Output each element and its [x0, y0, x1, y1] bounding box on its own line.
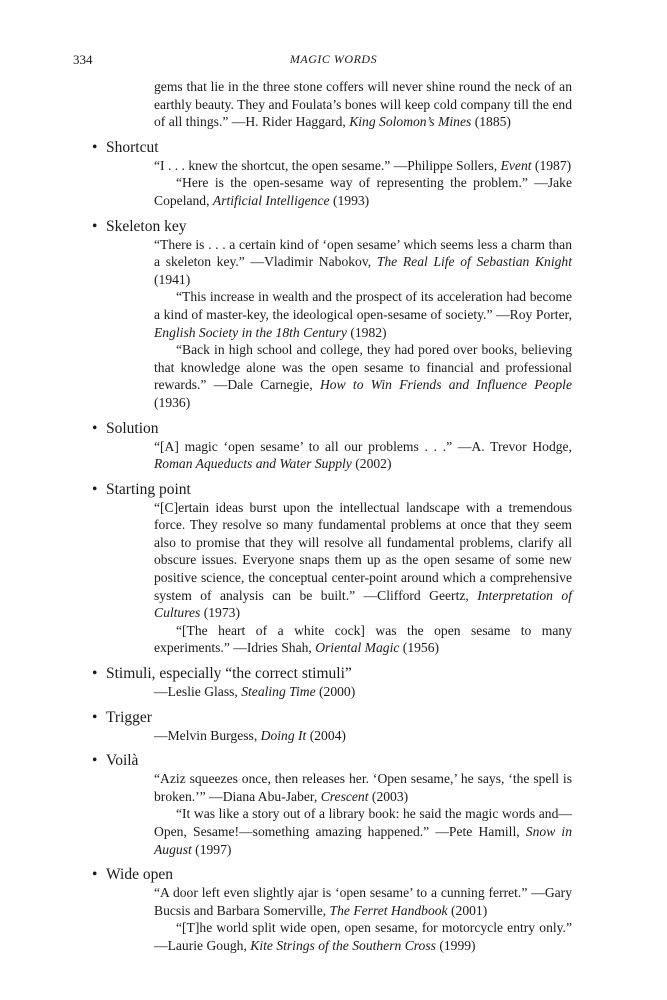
running-head: MAGIC WORDS	[289, 52, 378, 66]
quote-text: “I . . . knew the shortcut, the open sesame.” —Philippe Sollers,	[154, 157, 501, 173]
quote-source-title: Stealing Time	[241, 684, 316, 700]
entry-term	[92, 138, 572, 157]
quote	[154, 288, 572, 341]
entry-term-label: Voilà	[106, 752, 139, 770]
entry-term	[92, 664, 572, 683]
quote-text: “This increase in wealth and the prospect of its acceleration had become a kind of master-key, the ideological open-sesame of society.” —Roy Porter,	[154, 289, 572, 322]
quote-year: (2004)	[306, 727, 346, 743]
entry-term-label: Stimuli, especially “the correct stimuli”	[106, 665, 352, 683]
quote-source-title: Oriental Magic	[315, 640, 400, 656]
entry-list	[92, 138, 572, 955]
quote-year: (1936)	[154, 394, 191, 410]
entry-term-label: Skeleton key	[106, 217, 187, 235]
quote-text: “Aziz squeezes once, then releases her. ‘Open sesame,’ he says, ‘the spell is broken.’” —Diana Abu-Jaber,	[154, 771, 572, 804]
entry-term	[92, 751, 572, 770]
quote	[154, 499, 572, 622]
quote-source-title: English Society in the 18th Century	[154, 324, 347, 340]
continued-quote-block	[154, 78, 572, 131]
entry-term	[92, 217, 572, 236]
quote	[154, 236, 572, 289]
quote-list	[154, 884, 572, 954]
quote-text: “Here is the open-sesame way of representing the problem.” —Jake Copeland,	[154, 175, 572, 208]
bullet-icon: •	[92, 217, 98, 235]
quote	[154, 78, 572, 131]
quote-year: (2000)	[315, 684, 356, 700]
quote	[154, 805, 572, 858]
quote	[154, 341, 572, 411]
quote	[154, 438, 572, 473]
entry	[92, 865, 572, 954]
bullet-icon: •	[92, 419, 98, 437]
entry-term-label: Wide open	[106, 866, 173, 884]
bullet-icon: •	[92, 708, 98, 726]
entry-term	[92, 480, 572, 499]
quote-list	[154, 236, 572, 412]
quote-text: “[T]he world split wide open, open sesame, for motorcycle entry only.” —Laurie Gough,	[154, 920, 572, 953]
quote	[154, 683, 572, 701]
quote-year: (2003)	[368, 788, 409, 804]
quote-text: “[A] magic ‘open sesame’ to all our problems . . .” —A. Trevor Hodge,	[154, 438, 572, 454]
quote	[154, 884, 572, 919]
quote	[154, 727, 572, 745]
quote-list	[154, 683, 572, 701]
page-number: 334	[73, 52, 93, 67]
quote-year: (2002)	[351, 456, 392, 472]
quote-year: (1941)	[154, 271, 191, 287]
quote	[154, 919, 572, 954]
quote-source-title: How to Win Friends and Influence People	[319, 377, 572, 393]
entry-term-label: Trigger	[106, 708, 152, 726]
quote-year: (1997)	[191, 841, 232, 857]
quote-source-title: Snow in August	[154, 824, 572, 857]
quote-text: —Melvin Burgess,	[154, 727, 261, 743]
quote-year: (1885)	[471, 114, 511, 130]
quote-year: (1993)	[329, 192, 370, 208]
quote-source-title: Roman Aqueducts and Water Supply	[154, 456, 352, 472]
quote-text: “Back in high school and college, they had pored over books, believing that knowledge alone was the open sesame to financial and professional rewards.” —Dale Carnegie,	[154, 342, 572, 393]
quote-text: gems that lie in the three stone coffers will never shine round the neck of an earthly beauty. They and Foulata’s bones will keep cold company till the end of all things.” —H. Rider Haggard,	[154, 79, 572, 130]
entry-term-label: Shortcut	[106, 138, 159, 156]
quote-year: (1956)	[399, 640, 440, 656]
quote-year: (1982)	[346, 324, 387, 340]
entry	[92, 419, 572, 473]
bullet-icon: •	[92, 752, 98, 770]
quote-text: “It was like a story out of a library book: he said the magic words and—Open, Sesame!—something amazing happened.” —Pete Hamill,	[154, 806, 572, 839]
bullet-icon: •	[92, 138, 98, 156]
quote-source-title: The Ferret Handbook	[329, 902, 448, 918]
entry-term	[92, 865, 572, 884]
quote	[154, 174, 572, 209]
entry	[92, 708, 572, 745]
quote-source-title: Crescent	[320, 788, 369, 804]
entry	[92, 480, 572, 657]
bullet-icon: •	[92, 665, 98, 683]
quote	[154, 157, 572, 175]
quote-text: “There is . . . a certain kind of ‘open sesame’ which seems less a charm than a skeleton key.” —Vladimir Nabokov,	[154, 236, 572, 270]
entry	[92, 751, 572, 858]
quote-source-title: Artificial Intelligence	[212, 192, 330, 208]
quote-text: —Leslie Glass,	[154, 684, 242, 700]
bullet-icon: •	[92, 866, 98, 884]
entry	[92, 217, 572, 412]
quote-year: (1973)	[200, 605, 240, 621]
quote-list	[154, 727, 572, 745]
quote-source-title: Interpretation of Cultures	[154, 587, 572, 621]
quote-year: (1987)	[531, 157, 572, 173]
quote-year: (1999)	[435, 937, 476, 953]
entry-term	[92, 708, 572, 727]
entry	[92, 664, 572, 701]
quote-source-title: Event	[500, 157, 532, 173]
quote-list	[154, 157, 572, 210]
entry	[92, 138, 572, 210]
quote-source-title: Doing It	[260, 727, 307, 743]
quote-text: “A door left even slightly ajar is ‘open sesame’ to a cunning ferret.” —Gary Bucsis and Barbara Somerville,	[154, 885, 572, 918]
page-body	[92, 78, 572, 955]
quote-list	[154, 770, 572, 858]
quote-year: (2001)	[447, 902, 488, 918]
quote	[154, 770, 572, 805]
quote-source-title: Kite Strings of the Southern Cross	[250, 937, 436, 953]
bullet-icon: •	[92, 480, 98, 498]
quote-source-title: The Real Life of Sebastian Knight	[376, 254, 573, 270]
quote-list	[154, 438, 572, 473]
page-header	[0, 52, 667, 70]
entry-term	[92, 419, 572, 438]
quote-text: “[C]ertain ideas burst upon the intellectual landscape with a tremendous force. They resolve so many fundamental problems at once that they seem also to promise that they will resolve all fundamental problems, clarify all obscure issues. Everyone snaps them up as the open sesame of some new positive science, the conceptual center-point around which a comprehensive system of analysis can be built.” —Clifford Geertz,	[154, 499, 572, 603]
entry-term-label: Solution	[106, 419, 159, 437]
quote-source-title: King Solomon’s Mines	[349, 114, 472, 130]
quote-list	[154, 499, 572, 657]
entry-term-label: Starting point	[106, 480, 191, 498]
quote-text: “[The heart of a white cock] was the open sesame to many experiments.” —Idries Shah,	[154, 622, 572, 656]
quote	[154, 622, 572, 657]
